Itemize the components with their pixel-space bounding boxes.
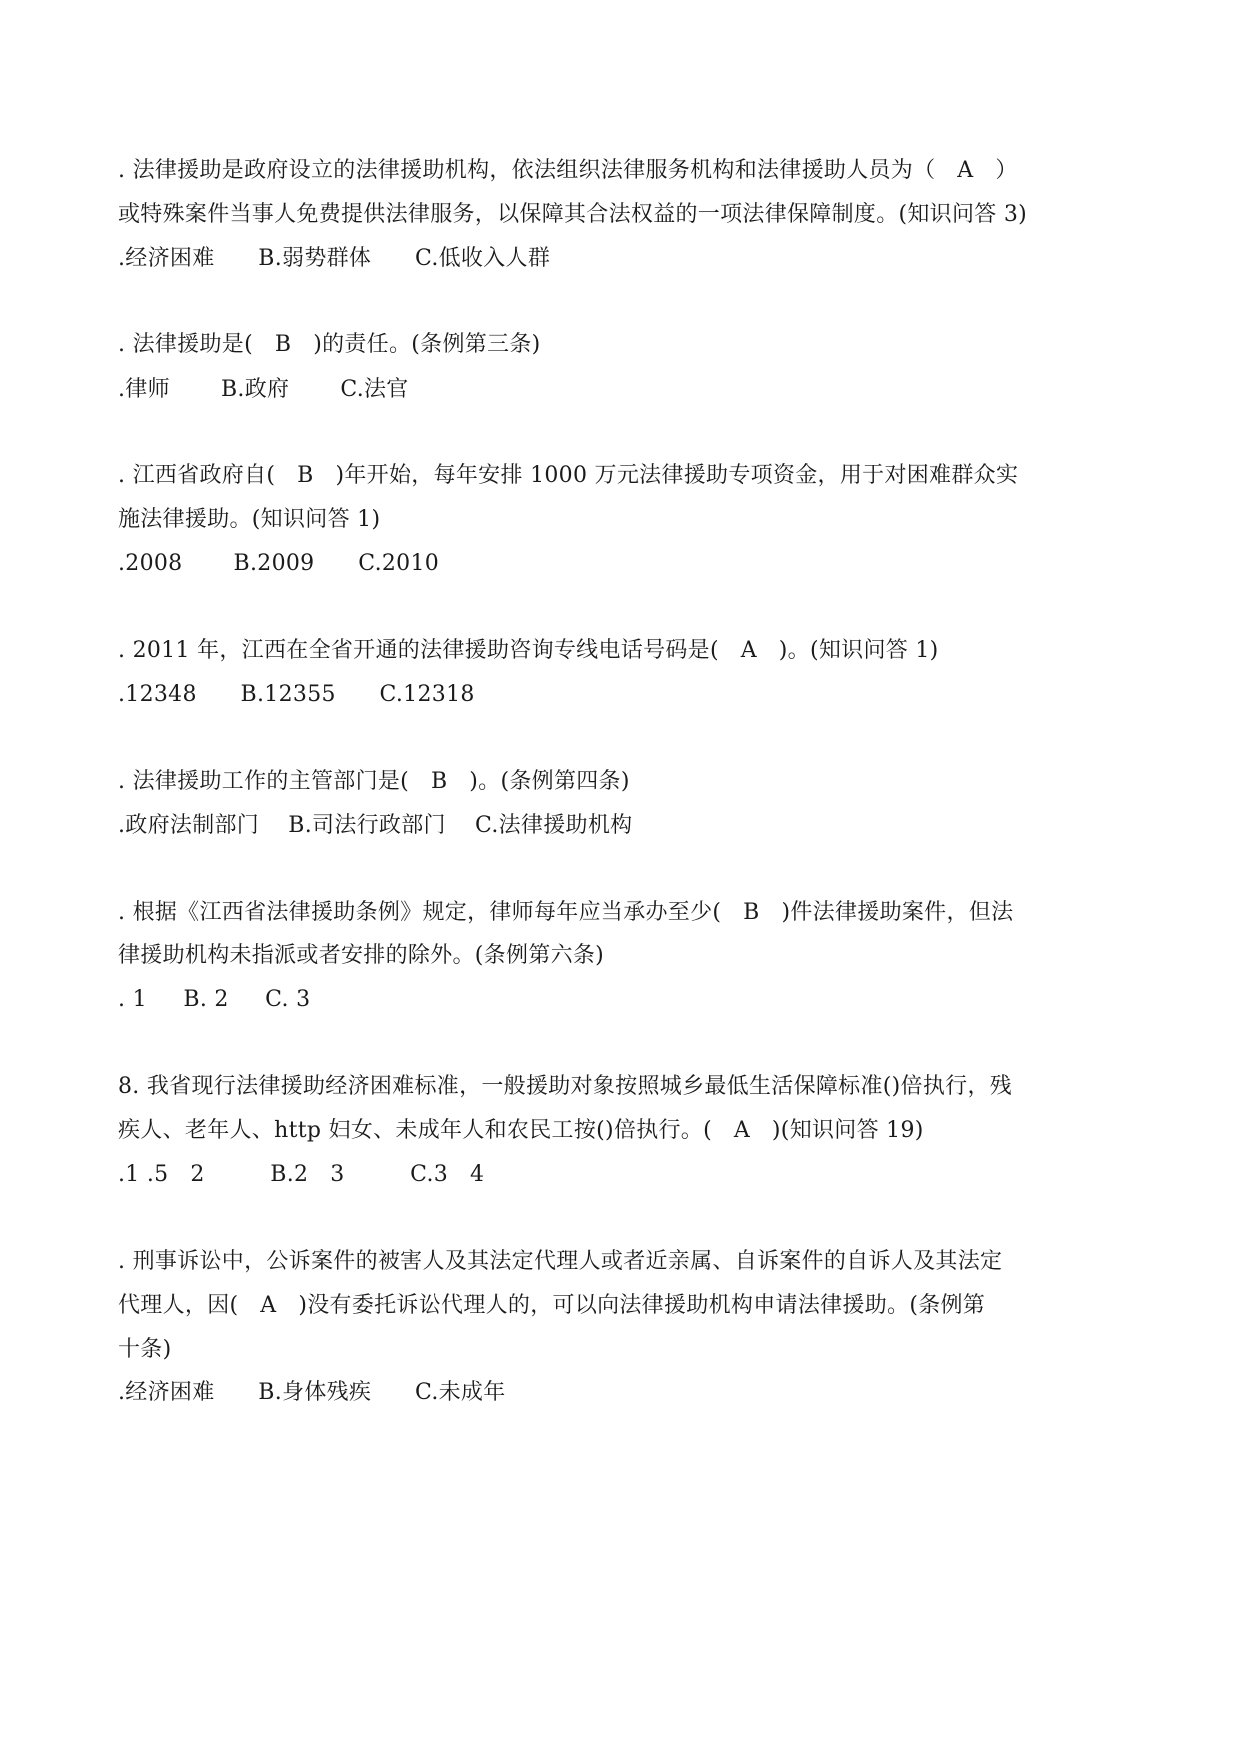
question-8-options: .1 .5 2 B.2 3 C.3 4 xyxy=(118,1162,485,1187)
question-5-options: .政府法制部门 B.司法行政部门 C.法律援助机构 xyxy=(118,813,633,838)
question-1-options: .经济困难 B.弱势群体 C.低收入人群 xyxy=(118,246,551,271)
question-9-line-3: 十条) xyxy=(118,1337,172,1362)
question-4-line-1: . 2011 年，江西在全省开通的法律援助咨询专线电话号码是( A )。(知识问答 1) xyxy=(118,638,939,663)
question-9-options: .经济困难 B.身体残疾 C.未成年 xyxy=(118,1380,506,1405)
question-5-line-1: . 法律援助工作的主管部门是( B )。(条例第四条) xyxy=(118,769,630,794)
question-4-options: .12348 B.12355 C.12318 xyxy=(118,682,475,707)
question-8-line-1: 8. 我省现行法律援助经济困难标准，一般援助对象按照城乡最低生活保障标准()倍执行，残 xyxy=(118,1074,1013,1099)
question-6-options: . 1 B. 2 C. 3 xyxy=(118,987,311,1012)
question-2-line-1: . 法律援助是( B )的责任。(条例第三条) xyxy=(118,332,541,357)
question-8-line-2: 疾人、老年人、http 妇女、未成年人和农民工按()倍执行。( A )(知识问答 19) xyxy=(118,1118,924,1143)
question-3-options: .2008 B.2009 C.2010 xyxy=(118,551,440,576)
question-3-line-2: 施法律援助。(知识问答 1) xyxy=(118,507,381,532)
question-6-line-2: 律援助机构未指派或者安排的除外。(条例第六条) xyxy=(118,943,605,968)
question-3-line-1: . 江西省政府自( B )年开始，每年安排 1000 万元法律援助专项资金，用于对困难群众实 xyxy=(118,463,1019,488)
question-6-line-1: . 根据《江西省法律援助条例》规定，律师每年应当承办至少( B )件法律援助案件，但法 xyxy=(118,900,1014,925)
question-2-options: .律师 B.政府 C.法官 xyxy=(118,377,409,402)
question-9-line-1: . 刑事诉讼中，公诉案件的被害人及其法定代理人或者近亲属、自诉案件的自诉人及其法定 xyxy=(118,1249,1003,1274)
question-9-line-2: 代理人，因( A )没有委托诉讼代理人的，可以向法律援助机构申请法律援助。(条例第 xyxy=(118,1293,986,1318)
question-1-line-2: 或特殊案件当事人免费提供法律服务，以保障其合法权益的一项法律保障制度。(知识问答 3) xyxy=(118,202,1028,227)
question-1-line-1: . 法律援助是政府设立的法律援助机构，依法组织法律服务机构和法律援助人员为（ A ） xyxy=(118,158,1018,183)
